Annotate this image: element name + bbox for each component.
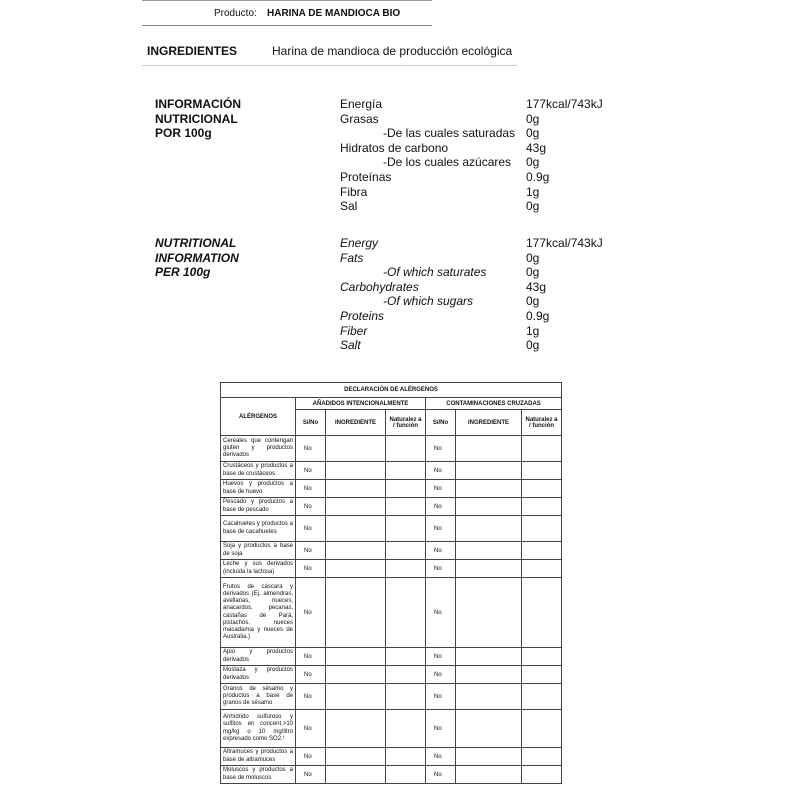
product-label: Producto:: [214, 8, 257, 19]
cross-ingredient-cell: [456, 748, 522, 766]
nutrient-value: 0g: [526, 294, 540, 309]
nutrition-row: [0, 251, 800, 266]
added-ingredient-cell: [326, 748, 386, 766]
cross-yesno-header: Sí/No: [426, 410, 456, 436]
cross-nature-cell: [522, 684, 562, 710]
added-nature-cell: [386, 710, 426, 748]
nutrition-row: [0, 265, 800, 280]
nutrient-value: 177kcal/743kJ: [526, 97, 603, 111]
cross-nature-cell: [522, 542, 562, 560]
nutrition-row: [0, 280, 800, 295]
allergen-row: [221, 436, 562, 462]
nutrition-row: [0, 112, 800, 127]
cross-ingredient-cell: [456, 462, 522, 480]
allergen-name: Granos de sésamo y productos a base de granos de sésamo: [221, 684, 296, 710]
nutrient-value: 0.9g: [526, 309, 550, 323]
allergen-name: Frutos de cáscara y derivados (Ej. almendras, avellanas, nueces, anacardos, pecanas, castañas de Pará, pistachos, nueces macadamia y nueces de Australia.): [221, 578, 296, 648]
added-nature-cell: [386, 480, 426, 498]
allergen-name: Soja y productos a base de soja: [221, 542, 296, 560]
added-ingredient-cell: [326, 560, 386, 578]
nutrient-value: 177kcal/743kJ: [526, 236, 603, 250]
nutrient-value: 0.9g: [526, 170, 550, 184]
cross-nature-cell: [522, 462, 562, 480]
added-ingredient-cell: [326, 710, 386, 748]
cross-nature-cell: [522, 498, 562, 516]
nutrient-name: Salt: [340, 338, 361, 353]
cross-yesno-value: No: [426, 666, 456, 684]
cross-nature-cell: [522, 578, 562, 648]
nutrient-name: -Of which saturates: [383, 265, 487, 280]
nutrient-value: 0g: [526, 126, 540, 141]
added-yesno-header: Sí/No: [296, 410, 326, 436]
added-nature-cell: [386, 462, 426, 480]
added-yesno-value: No: [296, 578, 326, 648]
nutrition-row: [0, 199, 800, 214]
allergen-name: Crustáceos y productos a base de crustáceos: [221, 462, 296, 480]
added-yesno-value: No: [296, 710, 326, 748]
nutrient-value: 0g: [526, 265, 540, 280]
nutrition-title-line: INFORMACIÓN: [155, 97, 241, 111]
cross-ingredient-cell: [456, 648, 522, 666]
nutrient-value: 1g: [526, 323, 540, 338]
nutrient-name: Carbohydrates: [340, 279, 419, 294]
nutrient-value: 0g: [526, 199, 540, 214]
allergen-row: [221, 498, 562, 516]
nutrition-row: [0, 294, 800, 309]
added-nature-cell: [386, 578, 426, 648]
allergen-name: Leche y sus derivados (incluida la lactosa): [221, 560, 296, 578]
ingredients-value: Harina de mandioca de producción ecológica: [272, 44, 513, 58]
nutrient-name: -Of which sugars: [383, 294, 474, 309]
cross-yesno-value: No: [426, 480, 456, 498]
allergen-column-header: ALÉRGENOS: [221, 398, 296, 436]
cross-yesno-value: No: [426, 560, 456, 578]
added-nature-cell: [386, 498, 426, 516]
cross-ingredient-cell: [456, 480, 522, 498]
nutrition-row: [0, 155, 800, 170]
added-ingredient-cell: [326, 480, 386, 498]
cross-yesno-value: No: [426, 766, 456, 784]
allergen-row: [221, 480, 562, 498]
cross-ingredient-header: INGREDIENTE: [456, 410, 522, 436]
cross-group-header: CONTAMINACIONES CRUZADAS: [426, 398, 562, 410]
nutrient-value: 1g: [526, 184, 540, 199]
nutrient-name: Sal: [340, 199, 358, 214]
cross-ingredient-cell: [456, 542, 522, 560]
nutrition-title-line: NUTRITIONAL: [155, 236, 237, 250]
cross-ingredient-cell: [456, 498, 522, 516]
cross-ingredient-cell: [456, 684, 522, 710]
nutrition-title-line: INFORMATION: [155, 250, 239, 265]
allergen-name: Huevos y productos a base de huevo: [221, 480, 296, 498]
nutrient-name: Fibra: [340, 184, 368, 199]
product-header: [142, 0, 432, 26]
nutrient-name: -De los cuales azúcares: [383, 155, 512, 170]
cross-yesno-value: No: [426, 648, 456, 666]
added-yesno-value: No: [296, 498, 326, 516]
nutrition-row: [0, 97, 800, 112]
nutrient-value: 0g: [526, 111, 540, 126]
allergen-row: [221, 710, 562, 748]
nutrient-name: Energy: [340, 236, 379, 250]
nutrition-row: [0, 236, 800, 251]
cross-yesno-value: No: [426, 462, 456, 480]
added-nature-cell: [386, 436, 426, 462]
added-ingredient-cell: [326, 578, 386, 648]
nutrient-name: Proteins: [340, 309, 385, 323]
allergen-name: Anhídrido sulfuroso y sulfitos en concent.>10 mg/kg o 10 mg/litro expresado como SO2.¹: [221, 710, 296, 748]
ingredients-section: [142, 36, 517, 66]
added-nature-cell: [386, 666, 426, 684]
added-nature-cell: [386, 560, 426, 578]
nutrition-title-line: NUTRICIONAL: [155, 111, 238, 126]
allergen-name: Moluscos y productos a base de moluscos: [221, 766, 296, 784]
added-ingredient-cell: [326, 542, 386, 560]
added-ingredient-cell: [326, 462, 386, 480]
allergen-table-title: DECLARACIÓN DE ALÉRGENOS: [221, 383, 562, 398]
cross-nature-header: Naturalez a / función: [522, 410, 562, 436]
nutrition-row: [0, 126, 800, 141]
nutrient-name: -De las cuales saturadas: [383, 126, 516, 141]
cross-yesno-value: No: [426, 542, 456, 560]
added-yesno-value: No: [296, 542, 326, 560]
added-nature-cell: [386, 684, 426, 710]
nutrition-row: [0, 170, 800, 185]
allergen-row: [221, 666, 562, 684]
nutrient-name: Fats: [340, 250, 364, 265]
added-ingredient-cell: [326, 498, 386, 516]
added-ingredient-cell: [326, 436, 386, 462]
added-ingredient-header: INGREDIENTE: [326, 410, 386, 436]
cross-ingredient-cell: [456, 436, 522, 462]
nutrient-value: 0g: [526, 338, 540, 353]
added-ingredient-cell: [326, 648, 386, 666]
cross-ingredient-cell: [456, 710, 522, 748]
allergen-name: Cacahuetes y productos a base de cacahuetes: [221, 516, 296, 542]
added-yesno-value: No: [296, 766, 326, 784]
nutrient-value: 0g: [526, 155, 540, 170]
cross-yesno-value: No: [426, 436, 456, 462]
added-yesno-value: No: [296, 516, 326, 542]
nutrient-name: Proteínas: [340, 170, 392, 184]
cross-nature-cell: [522, 560, 562, 578]
added-yesno-value: No: [296, 560, 326, 578]
added-yesno-value: No: [296, 648, 326, 666]
nutrient-name: Grasas: [340, 111, 379, 126]
added-ingredient-cell: [326, 666, 386, 684]
added-nature-cell: [386, 542, 426, 560]
allergen-row: [221, 542, 562, 560]
added-ingredient-cell: [326, 516, 386, 542]
added-yesno-value: No: [296, 666, 326, 684]
added-yesno-value: No: [296, 480, 326, 498]
cross-yesno-value: No: [426, 516, 456, 542]
added-yesno-value: No: [296, 462, 326, 480]
cross-yesno-value: No: [426, 498, 456, 516]
allergen-row: [221, 560, 562, 578]
cross-nature-cell: [522, 648, 562, 666]
added-yesno-value: No: [296, 684, 326, 710]
allergen-row: [221, 462, 562, 480]
allergen-row: [221, 766, 562, 784]
nutrition-row: [0, 185, 800, 200]
nutrient-name: Hidratos de carbono: [340, 140, 449, 155]
nutrition-row: [0, 141, 800, 156]
product-name: HARINA DE MANDIOCA BIO: [267, 8, 401, 19]
allergen-row: [221, 578, 562, 648]
cross-ingredient-cell: [456, 666, 522, 684]
cross-ingredient-cell: [456, 560, 522, 578]
allergen-row: [221, 648, 562, 666]
added-nature-cell: [386, 748, 426, 766]
allergen-name: Altramuces y productos a base de altramuces: [221, 748, 296, 766]
allergen-table: [220, 382, 562, 784]
cross-yesno-value: No: [426, 748, 456, 766]
nutrition-title-line: POR 100g: [155, 126, 212, 140]
cross-nature-cell: [522, 480, 562, 498]
added-ingredient-cell: [326, 766, 386, 784]
allergen-row: [221, 748, 562, 766]
cross-yesno-value: No: [426, 578, 456, 648]
nutrition-row: [0, 324, 800, 339]
allergen-row: [221, 516, 562, 542]
nutrition-row: [0, 338, 800, 353]
cross-yesno-value: No: [426, 684, 456, 710]
cross-ingredient-cell: [456, 578, 522, 648]
nutrient-value: 43g: [526, 140, 547, 155]
added-nature-cell: [386, 516, 426, 542]
added-nature-cell: [386, 648, 426, 666]
added-group-header: AÑADIDOS INTENCIONALMENTE: [296, 398, 426, 410]
added-nature-header: Naturalez a / función: [386, 410, 426, 436]
cross-nature-cell: [522, 666, 562, 684]
nutrition-title-line: PER 100g: [155, 265, 211, 279]
allergen-row: [221, 684, 562, 710]
nutrient-name: Fiber: [340, 323, 368, 338]
cross-yesno-value: No: [426, 710, 456, 748]
allergen-name: Pescado y productos a base de pescado: [221, 498, 296, 516]
cross-nature-cell: [522, 710, 562, 748]
cross-nature-cell: [522, 516, 562, 542]
cross-nature-cell: [522, 766, 562, 784]
nutrient-value: 43g: [526, 279, 547, 294]
allergen-name: Apio y productos derivados: [221, 648, 296, 666]
cross-ingredient-cell: [456, 516, 522, 542]
added-ingredient-cell: [326, 684, 386, 710]
ingredients-label: INGREDIENTES: [147, 44, 238, 58]
cross-nature-cell: [522, 748, 562, 766]
cross-nature-cell: [522, 436, 562, 462]
cross-ingredient-cell: [456, 766, 522, 784]
added-yesno-value: No: [296, 748, 326, 766]
added-yesno-value: No: [296, 436, 326, 462]
allergen-name: Mostaza y productos derivados: [221, 666, 296, 684]
allergen-name: Cereales que contengan gluten y productos derivados: [221, 436, 296, 462]
nutrition-row: [0, 309, 800, 324]
nutrient-name: Energía: [340, 97, 383, 111]
nutrient-value: 0g: [526, 250, 540, 265]
added-nature-cell: [386, 766, 426, 784]
